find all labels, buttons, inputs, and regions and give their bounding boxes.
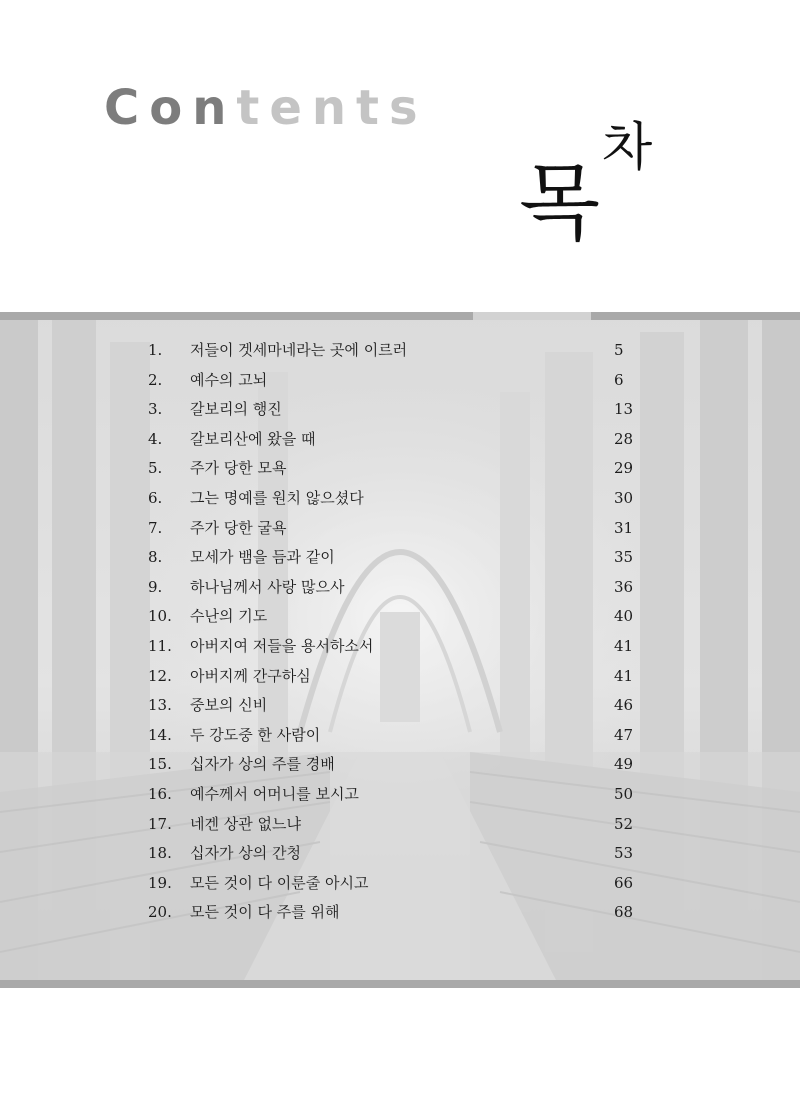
toc-entry-page: 68	[614, 903, 634, 922]
toc-entry-number: 18.	[148, 844, 172, 863]
toc-entry-page: 28	[614, 429, 634, 448]
toc-entry[interactable]	[0, 516, 800, 546]
toc-entry-page: 66	[614, 873, 634, 892]
toc-entry-page: 35	[614, 548, 634, 567]
toc-entry[interactable]	[0, 871, 800, 901]
toc-entry-number: 17.	[148, 814, 172, 833]
toc-entry-title: 두 강도중 한 사람이	[190, 725, 321, 744]
toc-entry-number: 15.	[148, 755, 172, 774]
toc-entry-page: 30	[614, 488, 634, 507]
toc-entry-page: 29	[614, 459, 634, 478]
contents-title-dark: Con	[104, 80, 237, 136]
top-divider-bar	[0, 312, 800, 320]
toc-entry-page: 13	[614, 400, 634, 419]
toc-entry-title: 예수의 고뇌	[190, 370, 268, 389]
contents-title-light: tents	[236, 80, 428, 136]
toc-entry-number: 20.	[148, 903, 172, 922]
toc-entry-title: 아버지께 간구하심	[190, 666, 311, 685]
toc-entry-page: 47	[614, 725, 634, 744]
toc-entry[interactable]	[0, 604, 800, 634]
toc-entry[interactable]	[0, 486, 800, 516]
toc-entry-number: 8.	[148, 548, 163, 567]
toc-entry[interactable]	[0, 900, 800, 930]
toc-entry-number: 4.	[148, 429, 163, 448]
toc-entry-number: 14.	[148, 725, 172, 744]
korean-title-sub: 차	[602, 118, 653, 178]
toc-entry-number: 11.	[148, 636, 172, 655]
contents-title	[104, 78, 428, 138]
toc-entry-title: 수난의 기도	[190, 607, 268, 626]
toc-entry-page: 6	[614, 370, 624, 389]
toc-entry-page: 50	[614, 784, 634, 803]
toc-entry-title: 아버지여 저들을 용서하소서	[190, 636, 374, 655]
toc-entry-number: 3.	[148, 400, 163, 419]
toc-entry-title: 중보의 신비	[190, 696, 268, 715]
toc-entry-title: 갈보리의 행진	[190, 400, 282, 419]
toc-entry-page: 40	[614, 607, 634, 626]
toc-entry[interactable]	[0, 338, 800, 368]
toc-entry[interactable]	[0, 693, 800, 723]
toc-entry-title: 모든 것이 다 주를 위해	[190, 903, 340, 922]
toc-entry[interactable]	[0, 545, 800, 575]
toc-entry-title: 갈보리산에 왔을 때	[190, 429, 316, 448]
toc-entry[interactable]	[0, 812, 800, 842]
toc-entry-title: 주가 당한 모욕	[190, 459, 287, 478]
toc-entry-number: 7.	[148, 518, 163, 537]
toc-entry[interactable]	[0, 575, 800, 605]
toc-entry-page: 36	[614, 577, 634, 596]
toc-entry-title: 십자가 상의 주를 경배	[190, 755, 335, 774]
toc-entry-number: 1.	[148, 341, 163, 359]
toc-entry-page: 41	[614, 666, 634, 685]
toc-entry-page: 46	[614, 696, 634, 715]
toc-entry-page: 31	[614, 518, 634, 537]
toc-entry[interactable]	[0, 664, 800, 694]
toc-entry-page: 53	[614, 844, 634, 863]
toc-entry-number: 16.	[148, 784, 172, 803]
top-divider-highlight	[473, 312, 591, 320]
table-of-contents	[0, 338, 800, 930]
toc-entry[interactable]	[0, 723, 800, 753]
toc-entry[interactable]	[0, 782, 800, 812]
toc-entry-page: 41	[614, 636, 634, 655]
toc-entry-number: 6.	[148, 488, 163, 507]
toc-entry-title: 저들이 겟세마네라는 곳에 이르러	[190, 341, 408, 359]
toc-entry-title: 십자가 상의 간청	[190, 844, 301, 863]
toc-entry-title: 모든 것이 다 이룬줄 아시고	[190, 873, 369, 892]
toc-entry[interactable]	[0, 752, 800, 782]
toc-entry-number: 10.	[148, 607, 172, 626]
toc-entry-page: 52	[614, 814, 634, 833]
toc-entry[interactable]	[0, 634, 800, 664]
toc-entry-title: 하나님께서 사랑 많으사	[190, 577, 345, 596]
toc-entry[interactable]	[0, 456, 800, 486]
toc-entry-number: 9.	[148, 577, 163, 596]
toc-entry-number: 13.	[148, 696, 172, 715]
toc-entry[interactable]	[0, 368, 800, 398]
toc-entry-number: 19.	[148, 873, 172, 892]
toc-entry-number: 5.	[148, 459, 163, 478]
bottom-divider-bar	[0, 980, 800, 988]
toc-entry[interactable]	[0, 841, 800, 871]
toc-entry-title: 주가 당한 굴욕	[190, 518, 287, 537]
toc-entry-number: 2.	[148, 370, 163, 389]
toc-entry[interactable]	[0, 397, 800, 427]
toc-entry-page: 49	[614, 755, 634, 774]
toc-entry[interactable]	[0, 427, 800, 457]
toc-entry-title: 네겐 상관 없느냐	[190, 814, 301, 833]
toc-entry-title: 모세가 뱀을 듬과 같이	[190, 548, 335, 567]
toc-entry-title: 그는 명예를 원치 않으셨다	[190, 488, 364, 507]
toc-entry-number: 12.	[148, 666, 172, 685]
toc-entry-page: 5	[614, 341, 624, 359]
toc-entry-title: 예수께서 어머니를 보시고	[190, 784, 359, 803]
korean-title-main: 목	[519, 154, 601, 252]
